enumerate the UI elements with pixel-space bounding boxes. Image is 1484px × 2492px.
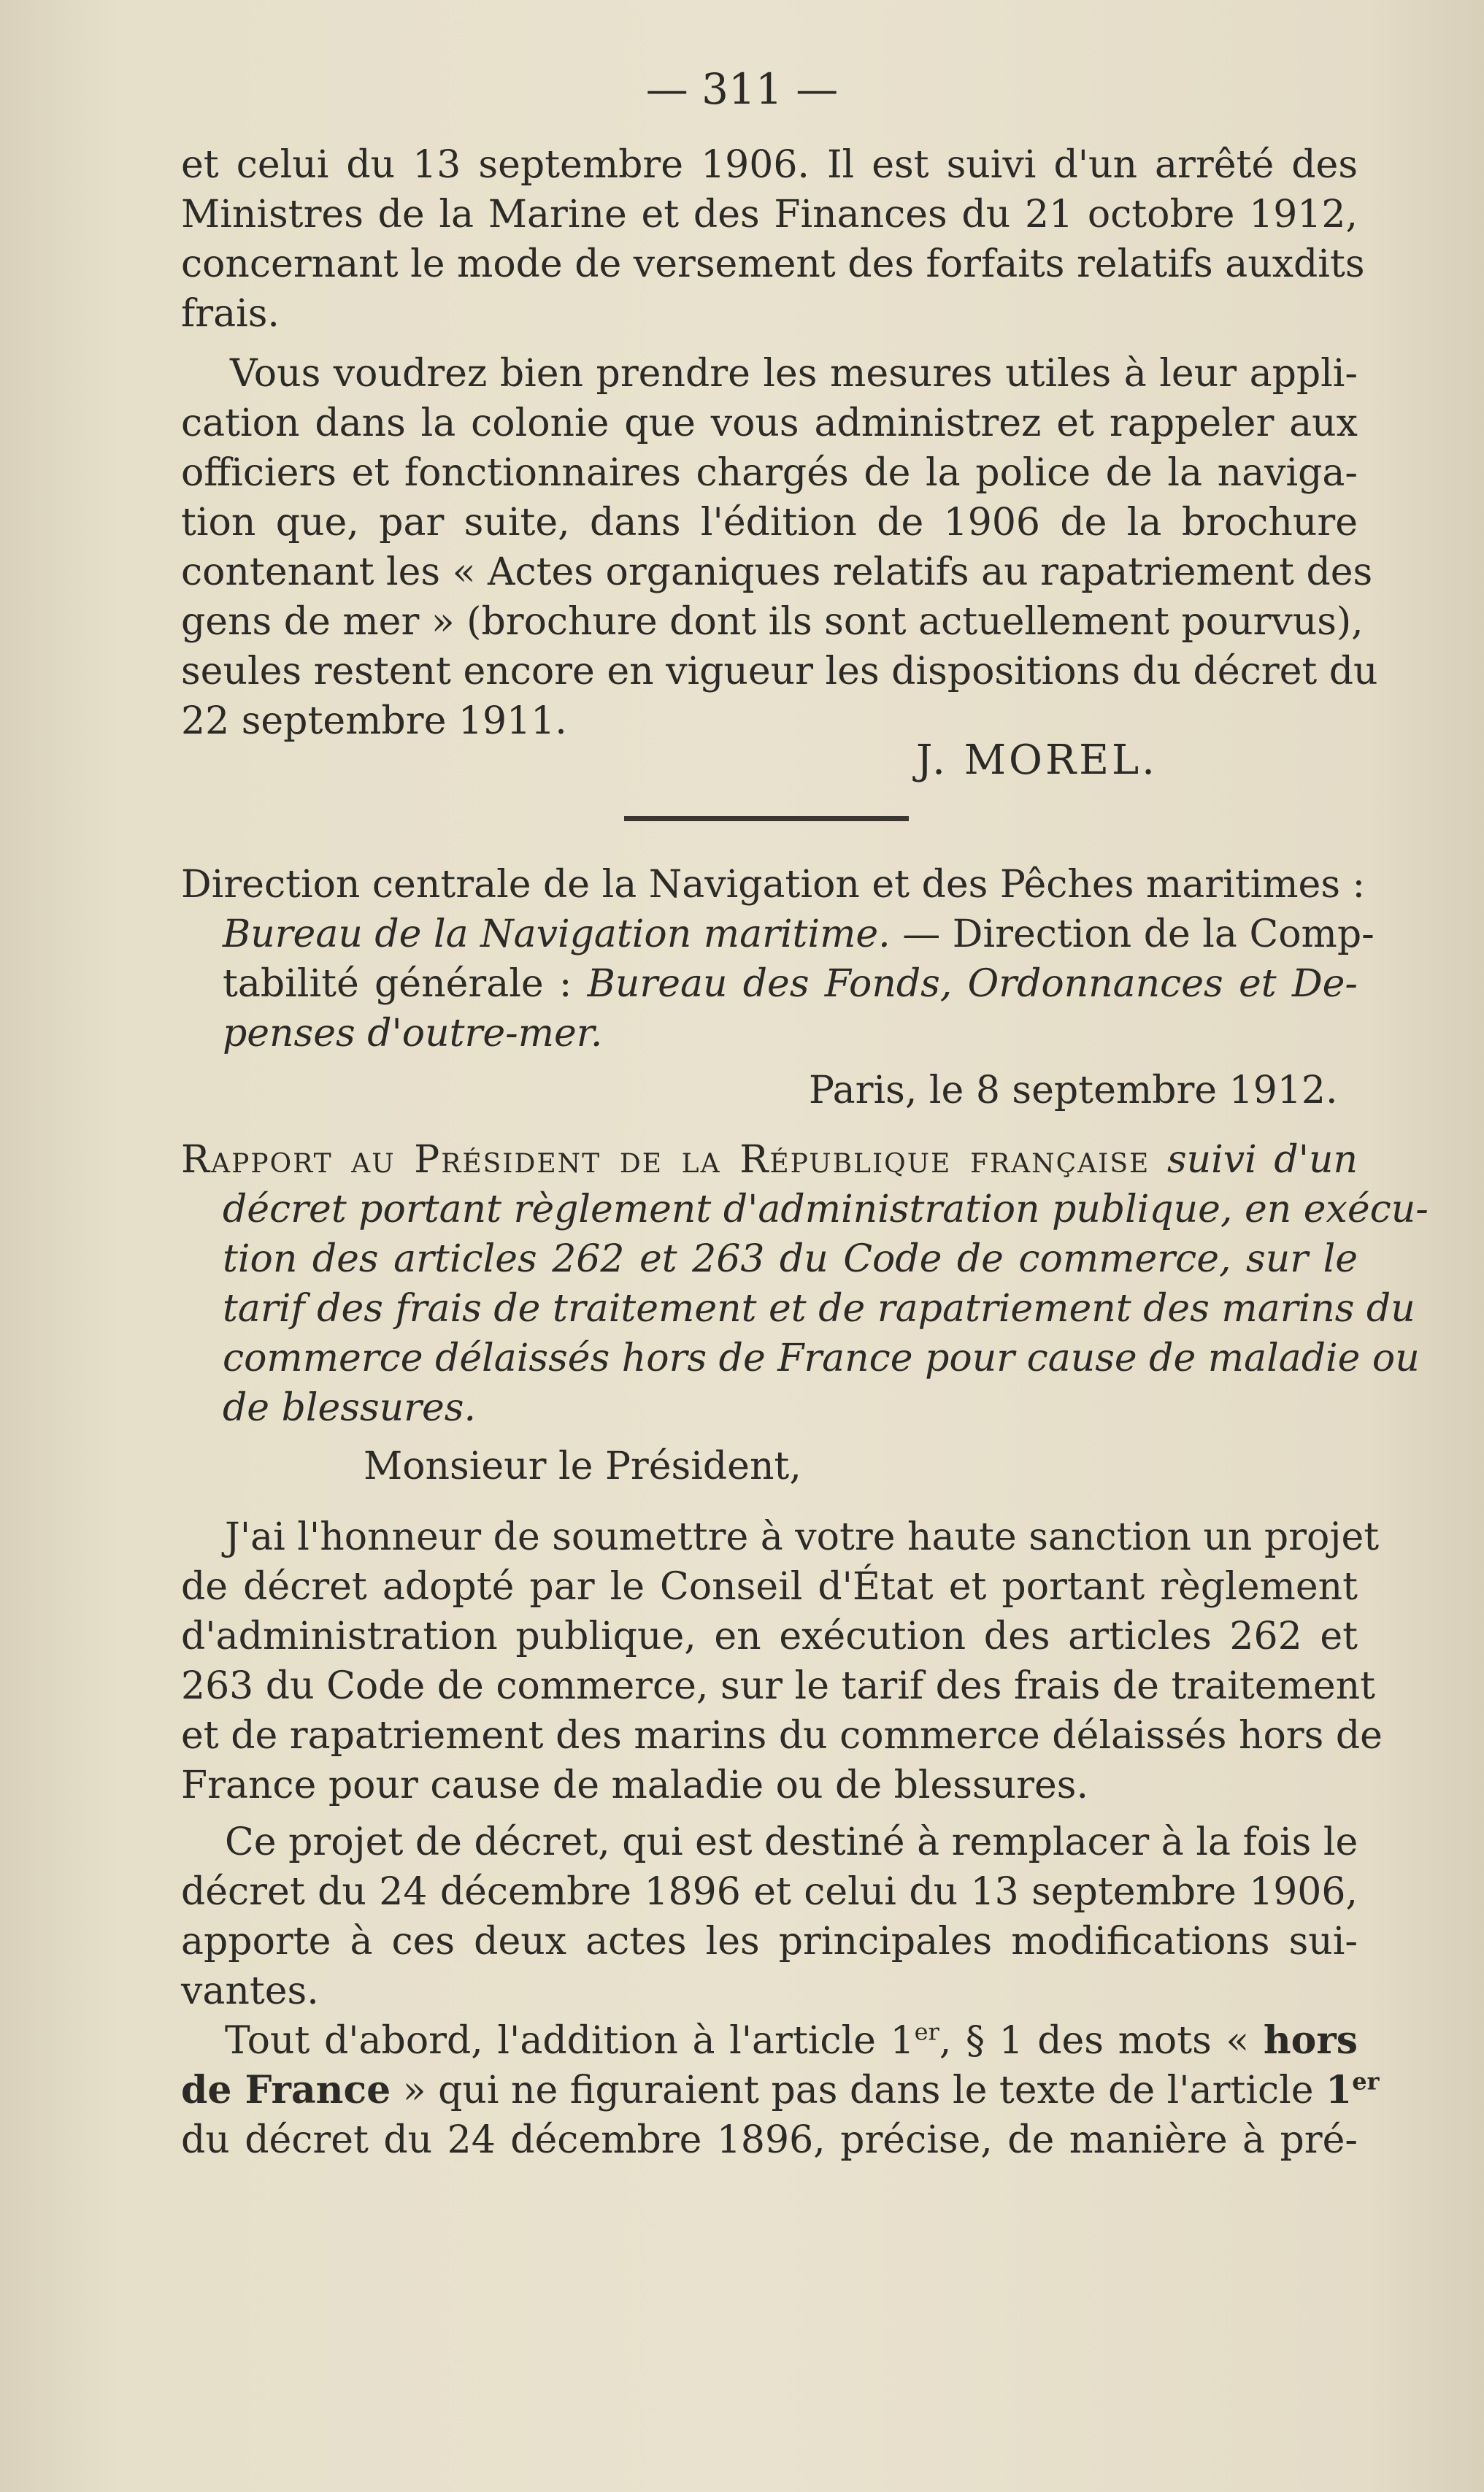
text-line: décret du 24 décembre 1896 et celui du 13 septembre 1906, bbox=[181, 1870, 1358, 1914]
text-line: Ce projet de décret, qui est destiné à remplacer à la fois le bbox=[225, 1820, 1358, 1864]
direction-line: tabilité générale : Bureau des Fonds, Ordonnances et De- bbox=[223, 962, 1358, 1006]
text-line: du décret du 24 décembre 1896, précise, de manière à pré- bbox=[181, 2118, 1358, 2162]
text-line: 22 septembre 1911. bbox=[181, 699, 567, 743]
text-line: 263 du Code de commerce, sur le tarif des frais de traitement bbox=[181, 1664, 1375, 1708]
text-line: contenant les « Actes organiques relatifs au rapatriement des bbox=[181, 550, 1373, 594]
text-line: frais. bbox=[181, 292, 280, 336]
text-line: concernant le mode de versement des forfaits relatifs auxdits bbox=[181, 242, 1365, 286]
section-divider bbox=[624, 816, 909, 821]
rapport-title-line: commerce délaissés hors de France pour cause de maladie ou bbox=[223, 1337, 1420, 1380]
rapport-title-line: tion des articles 262 et 263 du Code de commerce, sur le bbox=[223, 1237, 1358, 1281]
direction-line: Bureau de la Navigation maritime. — Direction de la Comp- bbox=[223, 912, 1375, 956]
text-line: seules restent encore en vigueur les dispositions du décret du bbox=[181, 650, 1378, 693]
rapport-title-line: décret portant règlement d'administration publique, en exécu- bbox=[223, 1188, 1429, 1231]
text-line: tion que, par suite, dans l'édition de 1906 de la brochure bbox=[181, 501, 1358, 545]
text-line: gens de mer » (brochure dont ils sont actuellement pourvus), bbox=[181, 600, 1364, 644]
text-line: et de rapatriement des marins du commerce délaissés hors de bbox=[181, 1714, 1383, 1758]
text-line: apporte à ces deux actes les principales modifications sui- bbox=[181, 1920, 1358, 1964]
signature: J. MOREL. bbox=[916, 737, 1158, 784]
text-line: et celui du 13 septembre 1906. Il est suivi d'un arrêté des bbox=[181, 143, 1358, 187]
text-line: Ministres de la Marine et des Finances du 21 octobre 1912, bbox=[181, 193, 1358, 236]
page-number: — 311 — bbox=[645, 64, 839, 114]
text-line: France pour cause de maladie ou de blessures. bbox=[181, 1764, 1088, 1807]
text-line: d'administration publique, en exécution des articles 262 et bbox=[181, 1615, 1358, 1658]
direction-line: penses d'outre-mer. bbox=[223, 1012, 603, 1055]
direction-line: Direction centrale de la Navigation et des Pêches maritimes : bbox=[181, 863, 1366, 907]
text-line: vantes. bbox=[181, 1969, 319, 2013]
text-line: de France » qui ne figuraient pas dans le texte de l'article 1er bbox=[181, 2067, 1380, 2112]
text-line: Tout d'abord, l'addition à l'article 1er, § 1 des mots « hors bbox=[225, 2018, 1358, 2063]
text-line: de décret adopté par le Conseil d'État et portant règlement bbox=[181, 1565, 1358, 1609]
text-line: J'ai l'honneur de soumettre à votre haute sanction un projet bbox=[225, 1515, 1380, 1559]
text-line: cation dans la colonie que vous administrez et rappeler aux bbox=[181, 401, 1358, 445]
rapport-title-line: de blessures. bbox=[223, 1386, 476, 1430]
rapport-title-line: tarif des frais de traitement et de rapatriement des marins du bbox=[223, 1287, 1415, 1331]
dateline: Paris, le 8 septembre 1912. bbox=[809, 1069, 1338, 1112]
rapport-title-line: Rapport au Président de la République française suivi d'un bbox=[181, 1138, 1358, 1182]
text-line: officiers et fonctionnaires chargés de la police de la naviga- bbox=[181, 451, 1358, 495]
text-line: Vous voudrez bien prendre les mesures utiles à leur appli- bbox=[230, 352, 1358, 396]
salutation: Monsieur le Président, bbox=[364, 1445, 801, 1488]
